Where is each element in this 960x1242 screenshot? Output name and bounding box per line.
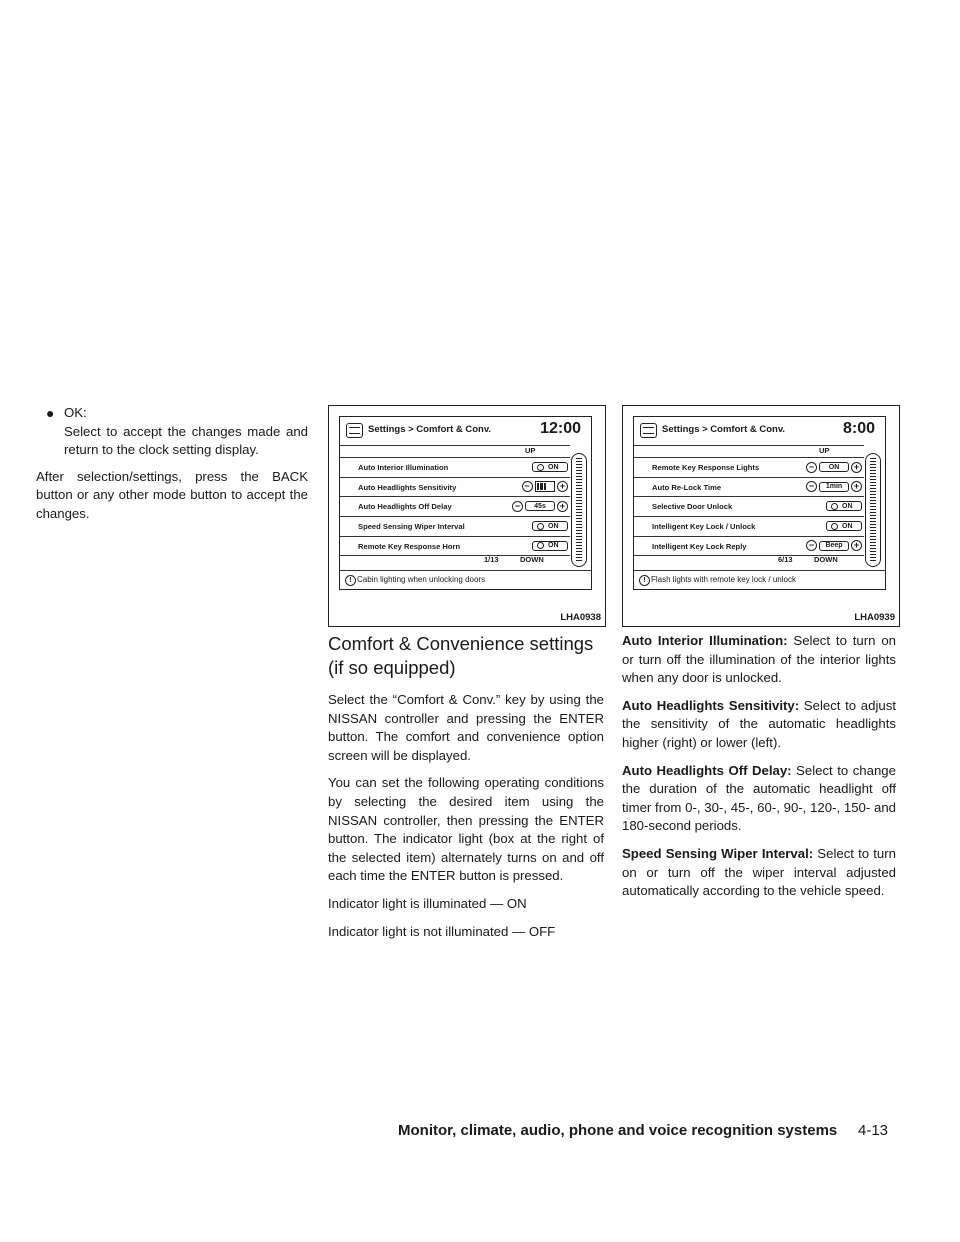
minus-icon[interactable]: − (806, 462, 817, 473)
divider (634, 445, 864, 446)
paragraph: Indicator light is not illuminated — OFF (328, 923, 556, 939)
list-footer (634, 554, 864, 568)
plus-icon[interactable]: + (851, 462, 862, 473)
ok-bullet (36, 404, 308, 460)
indicator-icon (831, 503, 838, 510)
setting-label: Auto Headlights Off Delay (358, 502, 452, 512)
indicator-icon (831, 523, 838, 530)
setting-label: Remote Key Response Lights (652, 463, 760, 472)
setting-value: 1min (819, 482, 849, 492)
info-bar (634, 570, 885, 590)
on-toggle[interactable] (532, 462, 568, 472)
delay-value: 45s (525, 501, 555, 511)
paragraph: Indicator light is illuminated — ON (328, 895, 527, 911)
setting-value: ON (819, 462, 849, 472)
definition: Select to adjust the sensitivity of the automatic headlights higher (right) or lower (left). (622, 697, 896, 750)
list-item[interactable] (340, 497, 570, 517)
scrollbar[interactable] (571, 453, 587, 567)
setting-label: Auto Interior Illumination (358, 463, 449, 472)
scroll-up-label[interactable]: UP (819, 446, 830, 455)
on-toggle[interactable] (532, 541, 568, 551)
list-item[interactable] (340, 517, 570, 537)
footer-title: Monitor, climate, audio, phone and voice recognition systems (398, 1122, 838, 1139)
info-icon: ! (639, 575, 650, 586)
breadcrumb: Settings > Comfort & Conv. (368, 424, 492, 435)
plus-icon[interactable]: + (851, 481, 862, 492)
bullet-mark: ● (46, 405, 55, 421)
page-number: 4-13 (858, 1122, 889, 1139)
toggle-value: ON (548, 522, 559, 530)
definition: Select to turn on or turn off the illumination of the interior lights when any door is unlocked. (622, 633, 896, 686)
minus-icon[interactable]: − (806, 481, 817, 492)
settings-screen (339, 416, 592, 590)
setting-description (622, 697, 896, 753)
scrollbar[interactable] (865, 453, 881, 567)
ok-bullet-text: Select to accept the changes made and return to the clock setting display. (64, 423, 308, 458)
breadcrumb: Settings > Comfort & Conv. (662, 424, 786, 435)
term: Auto Headlights Sensitivity: (622, 697, 800, 713)
on-toggle[interactable] (532, 521, 568, 531)
toggle-value: ON (548, 542, 559, 550)
term: Speed Sensing Wiper Interval: (622, 845, 814, 861)
minus-icon[interactable]: − (512, 501, 523, 512)
clock-display: 12:00 (540, 420, 581, 437)
info-text: Cabin lighting when unlocking doors (357, 575, 486, 584)
term: Auto Headlights Off Delay: (622, 762, 792, 778)
list-item[interactable] (340, 478, 570, 498)
minus-icon[interactable]: − (522, 481, 533, 492)
right-column (622, 632, 896, 910)
toggle-value: ON (842, 502, 853, 510)
plus-icon[interactable]: + (557, 501, 568, 512)
definition: Select to change the duration of the automatic headlight off timer from 0-, 30-, 45-, 60-, 90-, 120-, 150- and 180-second periods. (622, 762, 896, 834)
indicator-icon (537, 542, 544, 549)
setting-label: Auto Re-Lock Time (652, 482, 722, 492)
info-icon: ! (345, 575, 356, 586)
info-text: Flash lights with remote key lock / unlock (651, 575, 796, 584)
setting-description (622, 845, 896, 901)
setting-label: Intelligent Key Lock / Unlock (652, 522, 756, 532)
divider (340, 445, 570, 446)
toggle-value: ON (842, 522, 853, 530)
minus-icon[interactable]: − (806, 540, 817, 551)
screen-header (634, 417, 885, 445)
left-column (36, 404, 308, 533)
settings-list (340, 457, 570, 556)
setting-label: Remote Key Response Horn (358, 541, 461, 551)
term: Auto Interior Illumination: (622, 633, 788, 648)
info-bar (340, 570, 591, 590)
menu-icon (346, 423, 363, 438)
on-toggle[interactable] (826, 521, 862, 531)
page-indicator: 1/13 (484, 555, 499, 564)
settings-screen (633, 416, 886, 590)
on-toggle[interactable] (826, 501, 862, 511)
setting-label: Intelligent Key Lock Reply (652, 541, 747, 551)
scroll-down-label[interactable]: DOWN (520, 555, 544, 564)
setting-label: Selective Door Unlock (652, 502, 733, 512)
after-selection-paragraph: After selection/settings, press the BACK button or any other mode button to accept the changes. (36, 468, 308, 521)
list-item[interactable] (634, 497, 864, 517)
page-indicator: 6/13 (778, 555, 793, 564)
setting-description (622, 632, 896, 688)
figure-lha0938 (328, 405, 606, 627)
menu-icon (640, 423, 657, 438)
clock-display: 8:00 (842, 420, 875, 437)
settings-list (634, 457, 864, 556)
section-heading: Comfort & Convenience settings (if so equipped) (328, 633, 594, 678)
list-item[interactable] (340, 458, 570, 478)
paragraph: You can set the following operating conditions by selecting the desired item using the NISSAN controller, then pressing the ENTER button. The indicator light (box at the right of the selected item) alternately turns on and off each time the ENTER button is pressed. (328, 775, 604, 884)
definition: Select to turn on or turn off the wiper interval adjusted automatically according to the vehicle speed. (622, 845, 896, 899)
sensitivity-level-bar (535, 481, 556, 492)
middle-column (328, 632, 604, 950)
setting-value: Beep (819, 541, 849, 551)
figure-caption: LHA0939 (854, 612, 895, 623)
setting-label: Auto Headlights Sensitivity (358, 482, 457, 492)
indicator-icon (537, 523, 544, 530)
indicator-icon (537, 464, 544, 471)
list-item[interactable] (634, 478, 864, 498)
plus-icon[interactable]: + (557, 481, 568, 492)
paragraph: Select the “Comfort & Conv.” key by using the NISSAN controller and pressing the ENTER button. The comfort and convenience option screen will be displayed. (328, 692, 604, 763)
ok-bullet-title: OK: (64, 405, 87, 420)
list-footer (340, 554, 570, 568)
toggle-value: ON (548, 463, 559, 471)
screen-header (340, 417, 591, 445)
scroll-up-label[interactable]: UP (525, 446, 536, 455)
figure-lha0939 (622, 405, 900, 627)
plus-icon[interactable]: + (851, 540, 862, 551)
figure-caption: LHA0938 (560, 612, 601, 623)
setting-label: Speed Sensing Wiper Interval (358, 522, 465, 532)
scroll-down-label[interactable]: DOWN (814, 555, 838, 564)
list-item[interactable] (634, 458, 864, 478)
setting-description (622, 762, 896, 836)
list-item[interactable] (634, 517, 864, 537)
